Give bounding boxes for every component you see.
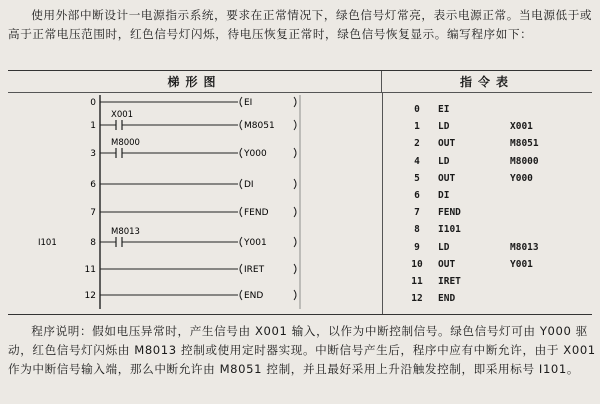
ladder-rung	[90, 110, 296, 131]
rung-step-number: 12	[84, 291, 96, 301]
coil-label: END	[244, 291, 264, 301]
rung-step-number: 7	[90, 208, 96, 218]
instruction-operand: M8051	[510, 138, 539, 150]
instruction-row	[382, 136, 592, 153]
instruction-step: 8	[414, 224, 420, 236]
rung-step-number: 8	[90, 238, 96, 248]
coil-bracket-right	[294, 237, 296, 247]
rung-step-number: 3	[90, 149, 96, 159]
instruction-row	[382, 240, 592, 257]
coil-bracket-left	[240, 290, 242, 300]
ladder-diagram-header: 梯形图	[8, 71, 382, 93]
instruction-opcode: END	[438, 293, 456, 305]
instruction-opcode: LD	[438, 155, 450, 167]
instruction-opcode: I101	[438, 224, 461, 236]
rung-step-number: 6	[90, 180, 96, 190]
ladder-rung	[90, 179, 296, 190]
coil-bracket-right	[294, 97, 296, 107]
ladder-rung	[90, 138, 296, 159]
coil-bracket-right	[294, 207, 296, 217]
rung-step-number: 1	[90, 121, 96, 131]
coil-label: FEND	[244, 208, 269, 218]
contact-label: M8013	[111, 227, 140, 237]
instruction-opcode: OUT	[438, 172, 456, 184]
instruction-row	[382, 291, 592, 308]
coil-label: Y000	[244, 149, 267, 159]
coil-bracket-right	[294, 179, 296, 189]
instruction-step: 4	[414, 155, 420, 167]
instruction-row	[382, 119, 592, 136]
coil-bracket-left	[240, 97, 242, 107]
coil-label: M8051	[244, 121, 275, 131]
instruction-operand: M8000	[510, 155, 539, 167]
instruction-opcode: LD	[438, 121, 450, 133]
instruction-row	[382, 188, 592, 205]
instruction-step: 11	[411, 276, 423, 287]
instruction-opcode: FEND	[438, 207, 461, 219]
coil-bracket-left	[240, 207, 242, 217]
instruction-step: 9	[414, 241, 420, 253]
instruction-row	[382, 222, 592, 239]
ladder-rung	[90, 207, 296, 218]
instruction-step: 0	[414, 104, 420, 115]
instruction-operand: M8013	[510, 241, 539, 253]
instruction-row	[382, 171, 592, 188]
coil-bracket-left	[240, 264, 242, 274]
instruction-row	[382, 102, 592, 119]
instruction-step: 2	[414, 138, 420, 150]
explanation-paragraph	[8, 322, 596, 379]
contact-label: X001	[111, 110, 134, 120]
coil-label: DI	[244, 180, 254, 190]
instruction-operand: X001	[510, 121, 533, 133]
instruction-step: 1	[414, 121, 420, 133]
intro-paragraph	[8, 6, 596, 44]
coil-label: EI	[244, 98, 253, 108]
instruction-step: 5	[414, 172, 420, 184]
instruction-opcode: EI	[438, 104, 450, 115]
ladder-rung	[85, 290, 296, 301]
instruction-step: 7	[414, 207, 420, 219]
interrupt-pointer-label: I101	[38, 238, 57, 248]
coil-label: Y001	[244, 238, 267, 248]
instruction-list-header: 指令表	[382, 71, 592, 93]
instruction-step: 12	[411, 293, 423, 305]
coil-bracket-right	[294, 290, 296, 300]
instruction-operand: Y000	[510, 172, 533, 184]
instruction-step: 10	[411, 258, 423, 270]
ladder-diagram	[8, 93, 382, 314]
contact-label: M8000	[111, 138, 140, 148]
program-table	[8, 70, 592, 315]
coil-bracket-right	[294, 264, 296, 274]
explanation-text: 程序说明：假如电压异常时，产生信号由 X001 输入，以作为中断控制信号。绿色信号灯可由 Y000 驱动，红色信号灯闪烁由 M8013 控制或使用定时器实现。中断信号产生后，程序中应有中断允许，由于 X001 作为中断信号输入端，那么中断允许由 M8051 控制，并且最好采用上升沿触发控制，即采用标号 I101。	[8, 324, 596, 376]
ladder-rung	[85, 264, 296, 275]
instruction-row	[382, 257, 592, 274]
instruction-step: 6	[414, 190, 420, 201]
coil-label: IRET	[244, 265, 265, 275]
coil-bracket-right	[294, 148, 296, 158]
instruction-opcode: DI	[438, 190, 450, 201]
ladder-rung	[90, 97, 296, 108]
coil-bracket-left	[240, 148, 242, 158]
rung-step-number: 0	[90, 98, 96, 108]
instruction-opcode: LD	[438, 241, 450, 253]
instruction-row	[382, 205, 592, 222]
instruction-opcode: OUT	[438, 138, 456, 150]
rung-step-number: 11	[84, 265, 96, 275]
coil-bracket-left	[240, 237, 242, 247]
intro-text: 使用外部中断设计一电源指示系统，要求在正常情况下，绿色信号灯常亮，表示电源正常。当电源低于或高于正常电压范围时，红色信号灯闪烁，待电压恢复正常时，绿色信号恢复显示。编写程序如下：	[8, 8, 593, 41]
instruction-opcode: OUT	[438, 258, 456, 270]
instruction-row	[382, 274, 592, 291]
instruction-operand: Y001	[510, 258, 533, 270]
coil-bracket-left	[240, 179, 242, 189]
ladder-rung	[38, 227, 296, 248]
instruction-row	[382, 154, 592, 171]
instruction-opcode: IRET	[438, 276, 461, 287]
coil-bracket-right	[294, 120, 296, 130]
coil-bracket-left	[240, 120, 242, 130]
